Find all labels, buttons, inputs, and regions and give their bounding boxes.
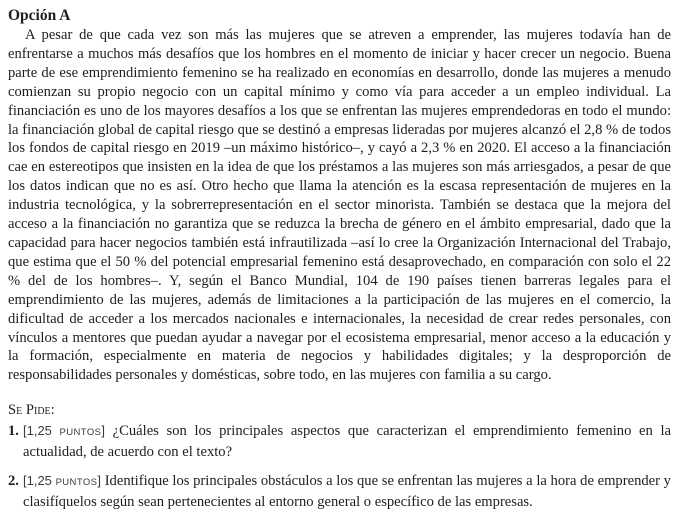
question-body: [23, 472, 671, 512]
points-word: PUNTOS: [55, 476, 98, 488]
option-title: Opción A: [8, 7, 71, 24]
points-label: [23, 423, 105, 438]
se-pide-heading: Se Pide:: [8, 402, 55, 419]
question-number: 2.: [8, 472, 19, 489]
question-body: [23, 422, 671, 462]
question-number: 1.: [8, 423, 19, 440]
points-close: ]: [97, 472, 102, 488]
points-open: [1,25: [23, 472, 56, 488]
points-close: ]: [101, 423, 105, 439]
question-text: Identifique los principales obstáculos a los que se enfrentan las mujeres a la hora de emprender y clasifíquelos según sean pertenecientes al entorno general o específico de las empresas.: [23, 472, 671, 510]
points-open: [1,25: [23, 423, 60, 439]
exam-page: [8, 6, 671, 522]
body-paragraph: A pesar de que cada vez son más las mujeres que se atreven a emprender, las mujeres todavía han de enfrentarse a muchos más desafíos que los hombres en el momento de iniciar y hacer crecer un negocio. Buena parte de ese emprendimiento femenino se ha realizado en economías en desarrollo, donde las mujeres a menudo comienzan su propio negocio con un capital mínimo y como vía para acceder a un empleo individual. La financiación es uno de los mayores desafíos a los que se enfrentan las mujeres emprendedoras en todo el mundo: la financiación global de capital riesgo que se destinó a empresas lideradas por mujeres alcanzó el 2,8 % de todos los fondos de capital riesgo en 2019 –un máximo histórico–, y cayó a 2,3 % en 2020. El acceso a la financiación cae en estereotipos que insisten en la idea de que los préstamos a las mujeres son más arriesgados, a pesar de que los datos indican que no es así. Otro hecho que llama la atención es la escasa representación de mujeres en la industria tecnológica, y la sobrerrepresentación en el sector minorista. También se destaca que la mejora del acceso a la financiación no garantiza que se reduzca la brecha de género en el ámbito empresarial, dado que la capacidad para hacer negocios también está infrautilizada –así lo cree la Organización Internacional del Trabajo, que estima que el 50 % del potencial empresarial femenino está desaprovechado, en comparación con solo el 22 % del de los hombres–. Y, según el Banco Mundial, 104 de 190 países tienen barreras legales para el emprendimiento de las mujeres, además de limitaciones a la participación de las mujeres en el comercio, la dificultad de acceder a los mercados nacionales e internacionales, la necesidad de crear redes personales, con vínculos a mentores que puedan ayudar a navegar por el ecosistema empresarial, menor acceso a la educación y la formación, especialmente en materia de negocios y habilidades digitales; y la desproporción de responsabilidades personales y domésticas, sobre todo, en las mujeres con familia a su cargo.: [8, 27, 671, 384]
question-text: ¿Cuáles son los principales aspectos que caracterizan el emprendimiento femenino en la actualidad, de acuerdo con el texto?: [23, 423, 671, 461]
question-2: [8, 472, 671, 512]
spacer: [8, 385, 671, 401]
points-label: [23, 473, 101, 488]
points-word: PUNTOS: [59, 427, 102, 439]
question-1: [8, 422, 671, 462]
